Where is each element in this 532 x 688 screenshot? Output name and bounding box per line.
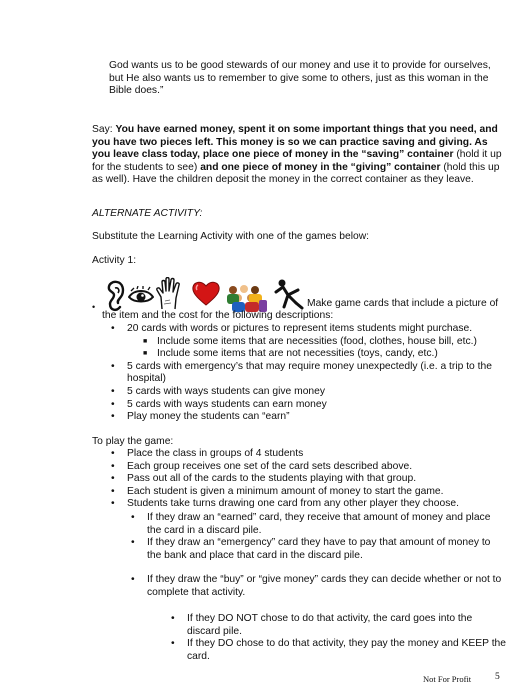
list-item: • Pass out all of the cards to the students playing with that group.: [111, 473, 417, 485]
quote-line-2: but He also wants us to remember to give some to others, just as this woman in the: [109, 72, 489, 84]
say-plain-1: (hold it up for the students to see): [92, 149, 502, 173]
sub-list: [143, 335, 512, 361]
page-footer: [423, 672, 500, 686]
list-item: • Each group receives one set of the card sets described above.: [111, 460, 413, 472]
list-item: • If they DO chose to do that activity, they pay the money and KEEP the card.: [171, 638, 507, 662]
bullet-icon: •: [92, 302, 96, 312]
activity-1-intro-cont: the item and the cost for the following descriptions:: [102, 310, 334, 321]
activity-1-intro: Make game cards that include a picture of: [307, 298, 499, 309]
activity-1-label: Activity 1:: [92, 255, 137, 266]
list-item: ■ Include some items that are necessities (food, clothes, house bill, etc.): [143, 335, 477, 347]
choice-list: [171, 613, 507, 663]
say-bold-1: You have earned money, spent it on some important things that you need, and you have two pieces left. This money is so we can practice saving and giving. As you leave class today, place one piece of money in the “saving” container: [92, 124, 498, 161]
say-paragraph: [92, 124, 505, 187]
scripture-quote: [109, 60, 504, 98]
hand-icon: [156, 277, 182, 310]
list-item: ■ Include some items that are not necessities (toys, candy, etc.): [143, 348, 438, 360]
alternate-activity-heading: ALTERNATE ACTIVITY:: [92, 208, 203, 219]
list-item: • Play money the students can “earn”: [111, 411, 290, 423]
card-list: [111, 323, 512, 424]
list-item: • If they draw an “emergency” card they have to pay that amount of money to the bank and place that card in the discard pile.: [131, 537, 491, 561]
ear-icon: [104, 280, 126, 312]
list-item: • Place the class in groups of 4 students: [111, 448, 304, 459]
footer-note: Not For Profit: [423, 674, 472, 684]
draw-rules-list: [131, 512, 507, 600]
stretching-person-icon: [274, 278, 304, 310]
list-item: • 20 cards with words or pictures to represent items students might purchase. ■ Include some items that are necessities (food, clothes, house bill, etc.) ■ Include some items that are not necessities (toys, candy, etc.): [127, 323, 512, 361]
list-item: • 5 cards with ways students can give money: [111, 385, 326, 397]
say-bold-2: and one piece of money in the “giving” container: [200, 161, 441, 173]
list-item: • If they draw the “buy” or “give money” cards they can decide whether or not to complete that activity.: [131, 574, 502, 598]
list-item: • 5 cards with ways students can earn money: [111, 398, 327, 410]
eye-icon: [128, 286, 154, 306]
substitute-instruction: Substitute the Learning Activity with one of the games below:: [92, 231, 370, 242]
heart-icon: [192, 280, 220, 306]
say-plain-2: (hold this up as well). Have the children deposit the money in the correct container as they leave.: [92, 161, 500, 186]
page-number: 5: [495, 672, 500, 682]
people-icon: [224, 284, 268, 312]
list-item: • 5 cards with emergency’s that may require money unexpectedly (i.e. a trip to the hospital): [111, 360, 492, 385]
list-item: • Each student is given a minimum amount of money to start the game.: [111, 485, 444, 497]
to-play-heading: To play the game:: [92, 436, 174, 447]
activity-icon-row: [92, 276, 512, 312]
quote-line-1: God wants us to be good stewards of our money and use it to provide for ourselves,: [109, 60, 491, 71]
play-steps-list: [111, 448, 507, 511]
say-prefix: Say:: [92, 124, 116, 135]
list-item: • If they draw an “earned” card, they receive that amount of money and place the card in a discard pile.: [131, 512, 491, 536]
list-item: • If they DO NOT chose to do that activity, the card goes into the discard pile.: [171, 613, 473, 637]
quote-line-3: Bible does.”: [109, 85, 164, 97]
list-item: • Students take turns drawing one card from any other player they choose.: [111, 498, 459, 510]
